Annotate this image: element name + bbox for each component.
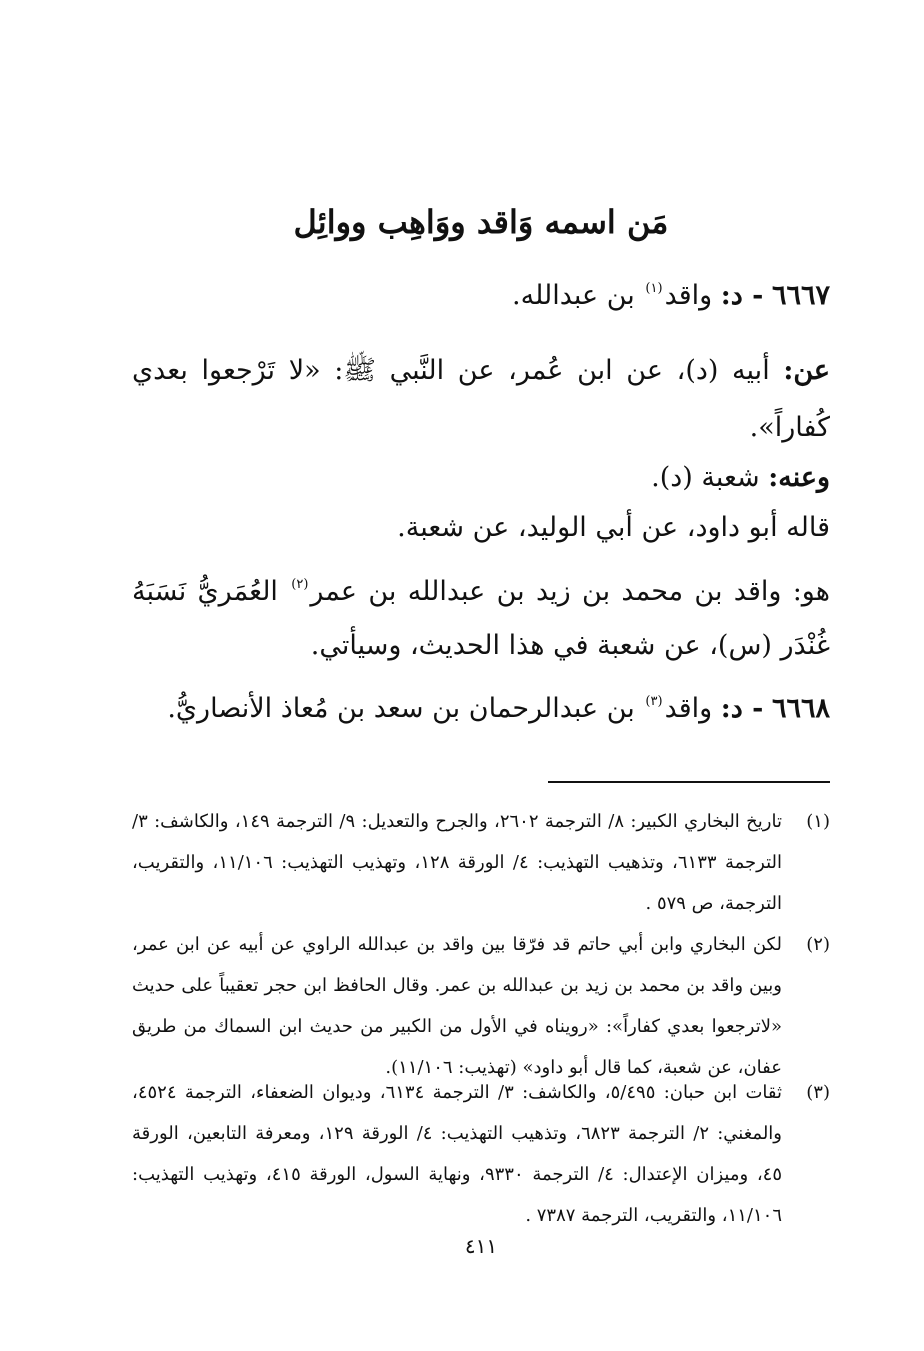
footnote-3 — [132, 1072, 830, 1236]
footnote-text: لكن البخاري وابن أبي حاتم قد فرّقا بين واقد بن عبدالله الراوي عن أبيه عن ابن عمر، وبين واقد بن محمد بن زيد بن عبدالله بن عمر. وقال الحافظ ابن حجر تعقيباً على حديث «لاترجعوا بعدي كفاراً»: «رويناه في الأول من الكبير من حديث ابن السماك من طريق عفان، عن شعبة، كما قال أبو داود» (تهذيب: ١١/١٠٦). — [132, 934, 782, 1078]
narrated-by-text: شعبة (د). — [651, 462, 760, 493]
said-by-line: قاله أبو داود، عن أبي الوليد، عن شعبة. — [397, 512, 830, 543]
footnote-ref: (١) — [645, 281, 663, 296]
footnote-1 — [132, 801, 830, 924]
footnote-text: تاريخ البخاري الكبير: ٨/ الترجمة ٢٦٠٢، والجرح والتعديل: ٩/ الترجمة ١٤٩، والكاشف: ٣/ الترجمة ٦١٣٣، وتذهيب التهذيب: ٤/ الورقة ١٢٨، وتهذيب التهذيب: ١١/١٠٦، والتقريب، الترجمة، ص ٥٧٩ . — [132, 811, 782, 914]
footnote-number: (٢) — [806, 934, 830, 955]
entry-code: - د: — [720, 280, 764, 311]
narrated-from-label: عن: — [783, 355, 830, 386]
footnote-number: (٣) — [806, 1082, 830, 1103]
entry-name: واقد — [664, 693, 713, 724]
entry-number: ٦٦٦٧ — [771, 280, 830, 311]
entry-code: - د: — [720, 693, 764, 724]
narrated-from-text: أبيه (د)، عن ابن عُمر، عن النَّبي ﷺ: «لا تَرْجعوا بعدي كُفاراً». — [132, 355, 830, 443]
entry-name: واقد — [664, 280, 713, 311]
footnote-2 — [132, 924, 830, 1088]
identity-text-1: هو: واقد بن محمد بن زيد بن عبدالله بن عمر — [310, 576, 830, 607]
identity-note — [132, 558, 830, 673]
footnote-ref: (٢) — [291, 577, 309, 592]
entry-name-rest: بن عبدالله. — [512, 280, 635, 311]
section-heading: مَن اسمه وَاقد ووَاهِب ووائِل — [293, 203, 669, 241]
entry-name-rest: بن عبدالرحمان بن سعد بن مُعاذ الأنصاريُّ. — [167, 693, 635, 724]
entry-6667-header — [132, 280, 830, 312]
narrated-by-label: وعنه: — [768, 462, 830, 493]
entry-6668-header — [132, 676, 830, 735]
narrated-by — [132, 462, 830, 494]
footnote-text: ثقات ابن حبان: ٥/٤٩٥، والكاشف: ٣/ الترجمة ٦١٣٤، وديوان الضعفاء، الترجمة ٤٥٢٤، والمغني: ٢/ الترجمة ٦٨٢٣، وتذهيب التهذيب: ٤/ الورقة ١٢٩، ومعرفة التابعين، الورقة ٤٥، وميزان الإعتدال: ٤/ الترجمة ٩٣٣٠، ونهاية السول، الورقة ٤١٥، وتهذيب التهذيب: ١١/١٠٦، والتقريب، الترجمة ٧٣٨٧ . — [132, 1082, 783, 1226]
page-number: ٤١١ — [464, 1234, 498, 1258]
footnote-separator — [548, 781, 830, 783]
identity-text-2: العُمَريُّ نَسَبَهُ غُنْدَر (س)، عن شعبة في هذا الحديث، وسيأتي. — [132, 576, 830, 661]
entry-number: ٦٦٦٨ — [771, 693, 830, 724]
narrated-from — [132, 342, 830, 456]
footnote-number: (١) — [806, 811, 830, 832]
footnote-ref: (٣) — [645, 694, 663, 709]
